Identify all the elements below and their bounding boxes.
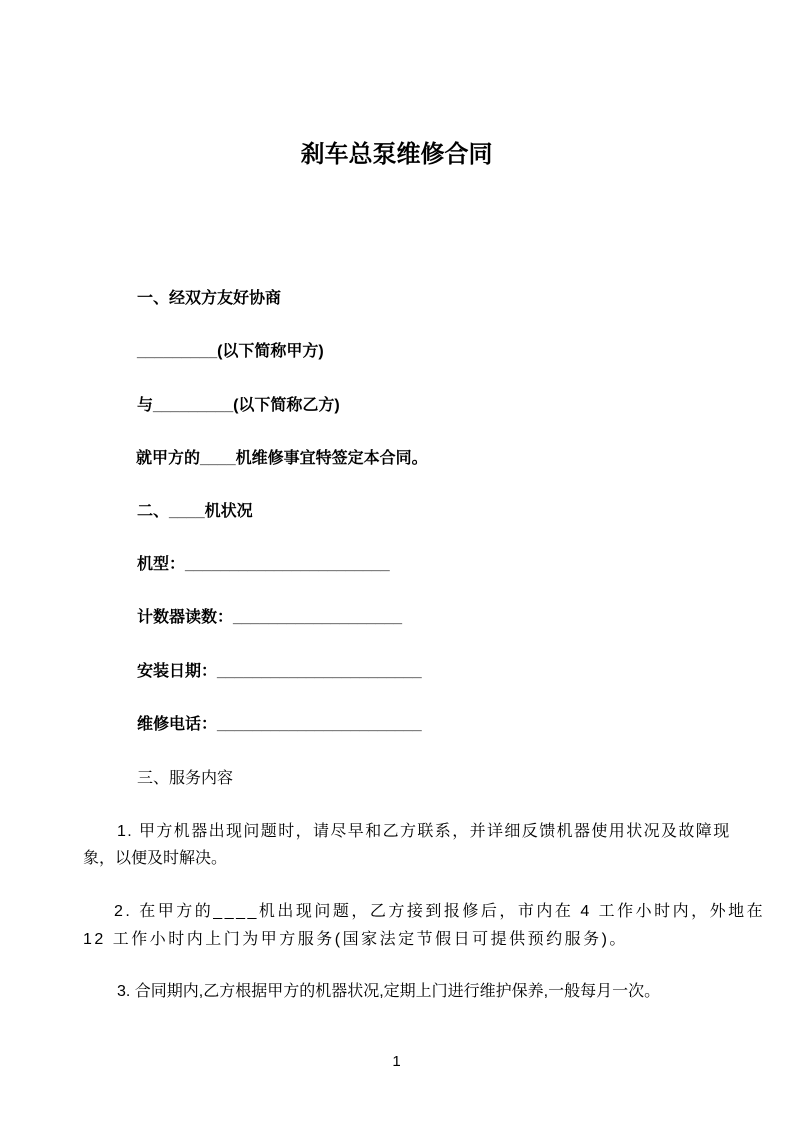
service-item-2-line-1: 2. 在甲方的____机出现问题，乙方接到报修后，市内在 4 工作小时内，外地在 [114, 903, 766, 920]
service-item-1-line-2: 象，以便及时解决。 [83, 850, 228, 867]
install-date-field: 安装日期：_______________________ [137, 663, 422, 680]
page-number: 1 [392, 1053, 401, 1070]
party-a-blank-line: _________(以下简称甲方) [137, 343, 324, 360]
document-title: 刹车总泵维修合同 [300, 141, 493, 168]
contract-purpose-line: 就甲方的____机维修事宜特签定本合同。 [136, 450, 428, 467]
service-item-2-line-2: 12 工作小时内上门为甲方服务(国家法定节假日可提供预约服务)。 [83, 931, 628, 948]
machine-model-field: 机型：_______________________ [137, 556, 390, 573]
section-2-heading: 二、____机状况 [137, 503, 253, 520]
party-b-blank-line: 与_________(以下简称乙方) [137, 397, 340, 414]
counter-reading-field: 计数器读数：___________________ [137, 609, 403, 626]
service-item-3-line-1: 3. 合同期内,乙方根据甲方的机器状况,定期上门进行维护保养,一般每月一次。 [117, 983, 661, 1000]
section-3-heading: 三、服务内容 [137, 770, 234, 787]
section-1-heading: 一、经双方友好协商 [137, 290, 282, 307]
service-item-1-line-1: 1. 甲方机器出现问题时，请尽早和乙方联系，并详细反馈机器使用状况及故障现 [117, 823, 731, 840]
service-phone-field: 维修电话：_______________________ [137, 716, 422, 733]
